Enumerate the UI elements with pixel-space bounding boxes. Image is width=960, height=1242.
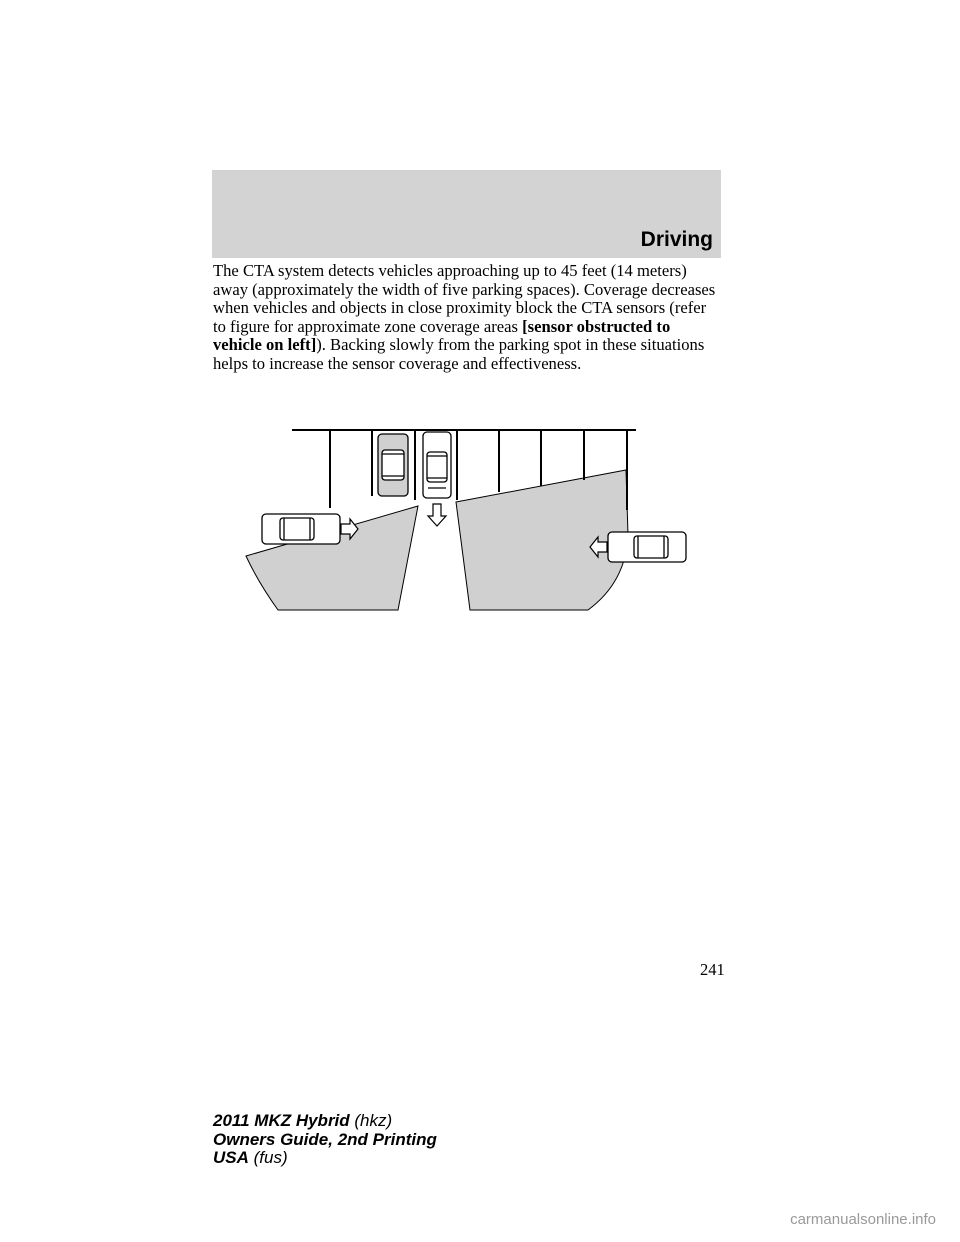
footer-market: USA — [213, 1148, 249, 1167]
body-text-bold: [sensor obstructed to vehicle on left] — [213, 316, 671, 355]
section-header-band — [212, 170, 721, 258]
body-text-start: The CTA system detects vehicles approaching up to 45 feet (14 meters) away (approximately the width of five parking spaces). Coverage decreases when vehicles and objects in close proximity block the CTA sensors (refer to figure for approximate zone coverage areas — [213, 261, 716, 336]
footer-line-1 — [213, 1112, 437, 1131]
left-approaching-car — [262, 514, 340, 544]
document-footer — [213, 1112, 437, 1168]
footer-line-3 — [213, 1149, 437, 1168]
footer-line-2 — [213, 1131, 437, 1150]
page-number: 241 — [700, 960, 725, 979]
watermark: carmanualsonline.info — [790, 1211, 936, 1228]
backing-direction-arrow — [428, 504, 446, 526]
right-approaching-car — [608, 532, 686, 562]
right-coverage-zone — [456, 470, 628, 610]
body-paragraph — [213, 262, 723, 374]
footer-market-code: (fus) — [248, 1148, 288, 1167]
footer-model-code: (hkz) — [349, 1111, 393, 1130]
backing-car — [423, 432, 451, 498]
footer-model: 2011 MKZ Hybrid — [213, 1111, 350, 1130]
cta-coverage-figure — [240, 420, 700, 620]
footer-guide: Owners Guide, 2nd Printing — [213, 1129, 437, 1149]
section-title: Driving — [640, 228, 713, 251]
parked-car — [378, 434, 408, 496]
body-text-end: ). Backing slowly from the parking spot in these situations helps to increase the sensor coverage and effectiveness. — [213, 335, 705, 373]
